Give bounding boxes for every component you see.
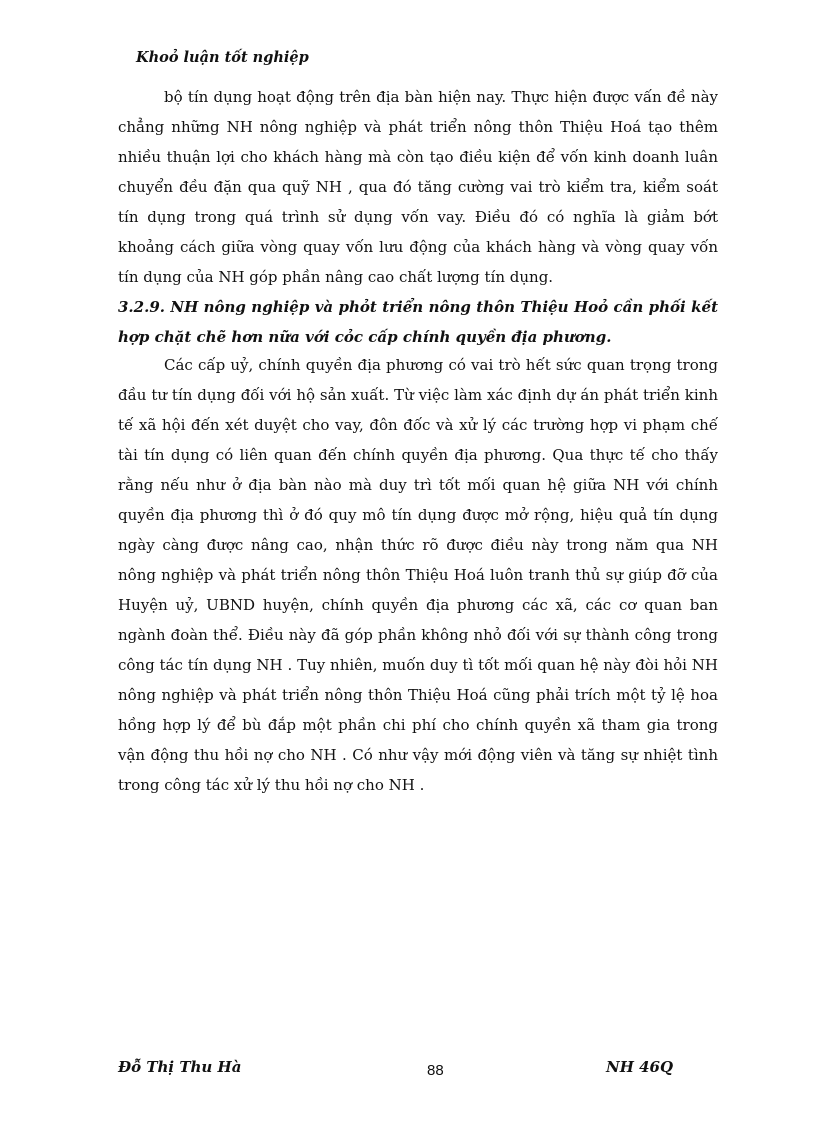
main-paragraph-block — [118, 350, 718, 800]
page-header-title: Khoỏ luận tốt nghiệp — [136, 49, 309, 66]
main-paragraph: Các cấp uỷ, chính quyền địa phương có vai trò hết sức quan trọng trong đầu tư tín dụng đối với hộ sản xuất. Từ việc làm xác định dự án phát triển kinh tế xã hội đến xét duyệt cho vay, đôn đốc và xử lý các trường hợp vi phạm chế tài tín dụng có liên quan đến chính quyền địa phương. Qua thực tế cho thấy rằng nếu như ở địa bàn nào mà duy trì tốt mối quan hệ giữa NH với chính quyền địa phương thì ở đó quy mô tín dụng được mở rộng, hiệu quả tín dụng ngày càng được nâng cao, nhận thức rõ được điều này trong năm qua NH nông nghiệp và phát triển nông thôn Thiệu Hoá luôn tranh thủ sự giúp đỡ của Huyện uỷ, UBND huyện, chính quyền địa phương các xã, các cơ quan ban ngành đoàn thể. Điều này đã góp phần không nhỏ đối với sự thành công trong công tác tín dụng NH . Tuy nhiên, muốn duy tì tốt mối quan hệ này đòi hỏi NH nông nghiệp và phát triển nông thôn Thiệu Hoá cũng phải trích một tỷ lệ hoa hồng hợp lý để bù đắp một phần chi phí cho chính quyền xã tham gia trong vận động thu hồi nợ cho NH . Có như vậy mới động viên và tăng sự nhiệt tình trong công tác xử lý thu hồi nợ cho NH . — [118, 356, 718, 794]
footer-page-number: 88 — [427, 1062, 444, 1079]
footer-class-code: NH 46Q — [606, 1058, 674, 1076]
footer-author: Đỗ Thị Thu Hà — [118, 1058, 242, 1076]
intro-paragraph: bộ tín dụng hoạt động trên địa bàn hiện nay. Thực hiện được vấn đề này chẳng những NH nông nghiệp và phát triển nông thôn Thiệu Hoá tạo thêm nhiều thuận lợi cho khách hàng mà còn tạo điều kiện để vốn kinh doanh luân chuyển đều đặn qua quỹ NH , qua đó tăng cường vai trò kiểm tra, kiểm soát tín dụng trong quá trình sử dụng vốn vay. Điều đó có nghĩa là giảm bớt khoảng cách giữa vòng quay vốn lưu động của khách hàng và vòng quay vốn tín dụng của NH góp phần nâng cao chất lượng tín dụng. — [118, 88, 718, 286]
section-heading: 3.2.9. NH nông nghiệp và phỏt triển nông thôn Thiệu Hoỏ cần phối kết hợp chặt chẽ hơn nữa với cỏc cấp chính quyền địa phương. — [118, 298, 718, 346]
intro-paragraph-block — [118, 82, 718, 292]
